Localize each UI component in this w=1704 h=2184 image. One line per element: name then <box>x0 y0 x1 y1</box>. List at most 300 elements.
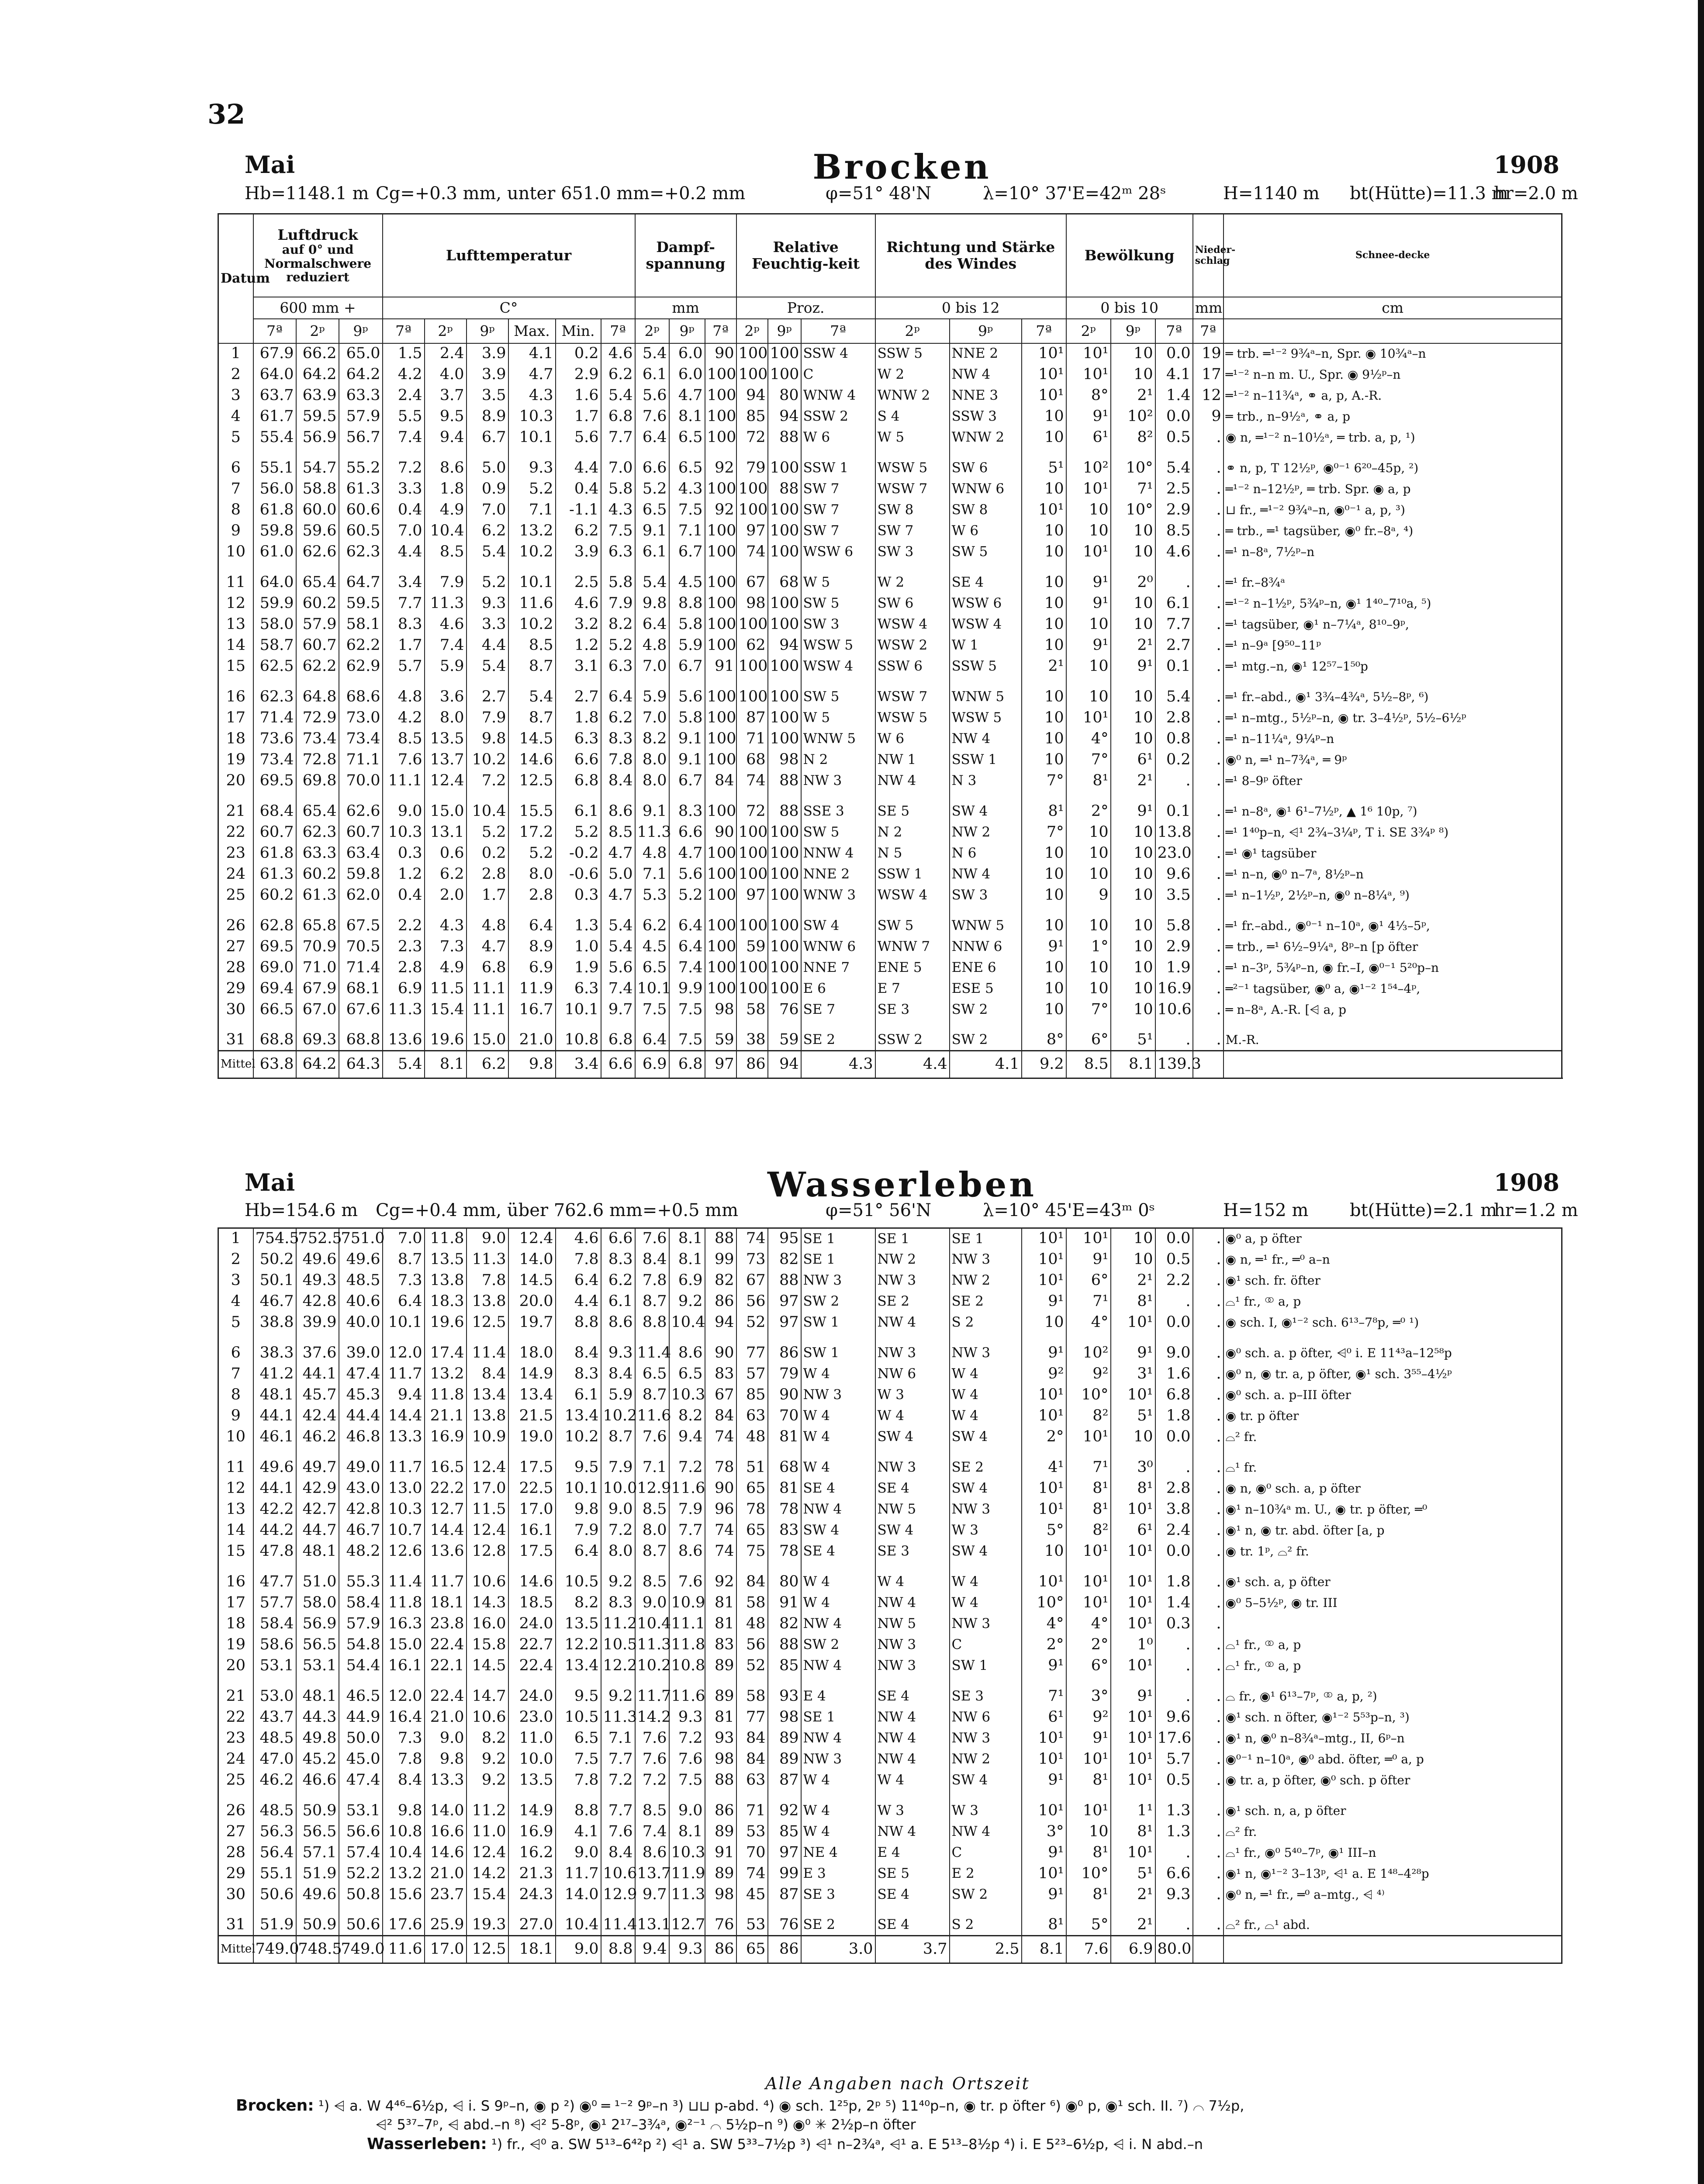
value-cell: 44.2 <box>253 1520 296 1541</box>
value-cell: 61.8 <box>253 500 296 521</box>
value-cell: WNW 6 <box>950 479 1022 500</box>
mean-cell: 8.1 <box>1111 1051 1155 1078</box>
table-row <box>218 864 1562 885</box>
table-row <box>218 999 1562 1020</box>
gap-cell <box>669 1791 705 1800</box>
value-cell: 5° <box>1066 1915 1111 1936</box>
value-cell: 100 <box>705 593 736 614</box>
gap-cell <box>736 1562 768 1572</box>
hour-label: 2ᵖ <box>736 319 768 343</box>
value-cell: 93 <box>768 1686 801 1707</box>
value-cell: 10 <box>1022 978 1066 999</box>
day-cell: 25 <box>218 1770 253 1791</box>
gap-cell <box>1022 677 1066 687</box>
gap-cell <box>508 448 556 458</box>
value-cell: 2° <box>1066 1635 1111 1655</box>
value-cell: 63.4 <box>339 843 383 864</box>
value-cell: 14.4 <box>425 1520 467 1541</box>
value-cell: 8¹ <box>1111 1478 1155 1499</box>
value-cell: 52.2 <box>339 1863 383 1884</box>
gap-cell <box>635 1676 669 1686</box>
hour-label: 9ᵖ <box>339 319 383 343</box>
value-cell: 1° <box>1066 936 1111 957</box>
value-cell: 92 <box>705 1572 736 1593</box>
gap-cell <box>705 448 736 458</box>
luftdruck-title: Luftdruck <box>277 226 358 243</box>
gap-cell <box>1155 791 1193 801</box>
value-cell: 46.2 <box>253 1770 296 1791</box>
value-cell: 89 <box>768 1749 801 1770</box>
value-cell: SW 2 <box>950 1030 1022 1051</box>
day-cell: 26 <box>218 916 253 936</box>
value-cell: 10¹ <box>1066 1800 1111 1821</box>
value-cell: 41.2 <box>253 1364 296 1385</box>
gap-cell <box>339 906 383 916</box>
value-cell: 9¹ <box>1066 635 1111 656</box>
value-cell: 4.8 <box>467 916 508 936</box>
gap-cell <box>1022 1448 1066 1457</box>
value-cell: 10.2 <box>601 1406 635 1427</box>
gap-cell <box>253 448 296 458</box>
gap-cell <box>508 1448 556 1457</box>
mean-remark-blank <box>1224 1051 1562 1078</box>
value-cell: 16.9 <box>508 1821 556 1842</box>
gap-cell <box>736 1905 768 1915</box>
value-cell: 9.8 <box>383 1800 425 1821</box>
value-cell: 62.9 <box>339 656 383 677</box>
hour-label: 2ᵖ <box>1066 319 1111 343</box>
gap-cell <box>1022 563 1066 572</box>
value-cell: 7° <box>1022 822 1066 843</box>
value-cell: 0.0 <box>1155 1541 1193 1562</box>
value-cell: SW 4 <box>801 1520 875 1541</box>
value-cell: 8¹ <box>1066 1842 1111 1863</box>
value-cell: 1.8 <box>1155 1406 1193 1427</box>
gap-cell <box>1066 906 1111 916</box>
value-cell: 4.5 <box>669 572 705 593</box>
value-cell: -1.1 <box>556 500 601 521</box>
gap-cell <box>339 563 383 572</box>
remark-cell: ◉⁰ n, ═¹ fr., ═⁰ a–mtg., ⩤ ⁴⁾ <box>1224 1884 1562 1905</box>
table-row <box>218 1478 1562 1499</box>
value-cell: 100 <box>736 479 768 500</box>
value-cell: 48.5 <box>253 1728 296 1749</box>
gap-cell <box>601 1791 635 1800</box>
footer-wasserleben-notes: ¹) fr., ⩤⁰ a. SW 5¹³–6⁴²p ²) ⩤¹ a. SW 5³³–7½p ³) ⩤¹ n–2¾ᵃ, ⩤¹ a. E 5¹³–8½p ⁴) i. E 5²³–6½p, ⩤ i. N abd.–n <box>491 2136 1203 2153</box>
value-cell: 6.6 <box>635 458 669 479</box>
mean-cell: 3.7 <box>875 1936 950 1963</box>
value-cell: 17.6 <box>1155 1728 1193 1749</box>
value-cell: 6.2 <box>601 708 635 729</box>
value-cell: 6.1 <box>556 801 601 822</box>
day-cell: 17 <box>218 1593 253 1614</box>
gap-cell <box>801 791 875 801</box>
value-cell: 9.8 <box>635 593 669 614</box>
value-cell: 56 <box>736 1291 768 1312</box>
value-cell: . <box>1193 1572 1224 1593</box>
value-cell: 17.5 <box>508 1457 556 1478</box>
value-cell: 8.4 <box>601 771 635 791</box>
value-cell: 12.7 <box>425 1499 467 1520</box>
gap-cell <box>768 448 801 458</box>
value-cell: 10¹ <box>1022 1270 1066 1291</box>
value-cell: 2° <box>1022 1635 1066 1655</box>
value-cell: 56.3 <box>253 1821 296 1842</box>
value-cell: . <box>1155 771 1193 791</box>
value-cell: . <box>1193 1427 1224 1448</box>
value-cell: 4° <box>1066 1614 1111 1635</box>
value-cell: 5.9 <box>425 656 467 677</box>
gap-cell <box>508 1020 556 1030</box>
value-cell: 81 <box>705 1593 736 1614</box>
value-cell: 3.5 <box>467 385 508 406</box>
remark-cell: ◉⁰ n, ◉ tr. a, p öfter, ◉¹ sch. 3⁵⁵–4½ᵖ <box>1224 1364 1562 1385</box>
value-cell: 59 <box>736 936 768 957</box>
value-cell: SW 7 <box>801 521 875 542</box>
value-cell: 10¹ <box>1111 1770 1155 1791</box>
value-cell: 5.4 <box>1155 687 1193 708</box>
value-cell: 9.3 <box>669 1707 705 1728</box>
value-cell: 59 <box>768 1030 801 1051</box>
remark-cell: ◉¹ sch. a, p öfter <box>1224 1572 1562 1593</box>
value-cell: 6.7 <box>669 542 705 563</box>
brocken-table <box>218 213 1562 1079</box>
value-cell: 8.1 <box>669 1249 705 1270</box>
table-row <box>218 1270 1562 1291</box>
table-row <box>218 1728 1562 1749</box>
value-cell: 69.8 <box>296 771 339 791</box>
value-cell: 9.3 <box>1155 1884 1193 1905</box>
value-cell: 16.4 <box>383 1707 425 1728</box>
value-cell: 8.7 <box>635 1385 669 1406</box>
value-cell: 5¹ <box>1111 1863 1155 1884</box>
value-cell: 6.4 <box>669 936 705 957</box>
value-cell: 50.2 <box>253 1249 296 1270</box>
hour-label: Max. <box>508 319 556 343</box>
value-cell: NW 4 <box>801 1614 875 1635</box>
value-cell: 56.7 <box>339 427 383 448</box>
value-cell: 5.2 <box>508 479 556 500</box>
table-row <box>218 885 1562 906</box>
gap-cell <box>1066 448 1111 458</box>
value-cell: . <box>1155 1635 1193 1655</box>
value-cell: 64.7 <box>339 572 383 593</box>
value-cell: 15.0 <box>383 1635 425 1655</box>
day-cell: 9 <box>218 521 253 542</box>
value-cell: 10 <box>1066 822 1111 843</box>
mean-cell: 12.5 <box>467 1936 508 1963</box>
value-cell: 10¹ <box>1066 542 1111 563</box>
value-cell: 10¹ <box>1022 1800 1066 1821</box>
value-cell: 89 <box>705 1655 736 1676</box>
gap-cell <box>950 906 1022 916</box>
value-cell: 6.2 <box>467 521 508 542</box>
remark-cell: ⌓¹ fr., ◉⁰ 5⁴⁰–7ᵖ, ◉¹ III–n <box>1224 1842 1562 1863</box>
value-cell: 17.6 <box>383 1915 425 1936</box>
value-cell: 16.7 <box>508 999 556 1020</box>
value-cell: 68 <box>768 1457 801 1478</box>
value-cell: 6¹ <box>1066 427 1111 448</box>
value-cell: W 4 <box>801 1593 875 1614</box>
mean-cell: 749.0 <box>339 1936 383 1963</box>
value-cell: 21.3 <box>508 1863 556 1884</box>
value-cell: WNW 6 <box>801 936 875 957</box>
gap-cell <box>253 677 296 687</box>
value-cell: 54.4 <box>339 1655 383 1676</box>
value-cell: 8¹ <box>1111 1821 1155 1842</box>
col-schneedecke: Schnee-decke <box>1224 214 1562 297</box>
gap-cell <box>635 1020 669 1030</box>
value-cell: 9.4 <box>669 1427 705 1448</box>
value-cell: 8.7 <box>635 1291 669 1312</box>
value-cell: 7.4 <box>635 1821 669 1842</box>
value-cell: 14.5 <box>467 1655 508 1676</box>
value-cell: 10 <box>1066 500 1111 521</box>
remark-cell: ◉¹ n, ◉ tr. abd. öfter [a, p <box>1224 1520 1562 1541</box>
value-cell: 14.9 <box>508 1800 556 1821</box>
gap-cell <box>669 677 705 687</box>
table-row <box>218 750 1562 771</box>
gap-cell <box>736 563 768 572</box>
value-cell: 0.6 <box>425 843 467 864</box>
value-cell: WSW 5 <box>801 635 875 656</box>
value-cell: 60.7 <box>339 822 383 843</box>
value-cell: 1.2 <box>556 635 601 656</box>
value-cell: 2.8 <box>1155 708 1193 729</box>
day-cell: 16 <box>218 687 253 708</box>
gap-cell <box>218 1333 253 1343</box>
gap-cell <box>1224 1676 1562 1686</box>
value-cell: 7.1 <box>601 1728 635 1749</box>
value-cell: 16.6 <box>425 1821 467 1842</box>
value-cell: 5.4 <box>635 572 669 593</box>
value-cell: 2° <box>1022 1427 1066 1448</box>
value-cell: 2.8 <box>508 885 556 906</box>
table-row <box>218 729 1562 750</box>
row-gap <box>218 1333 1562 1343</box>
value-cell: NW 2 <box>875 1249 950 1270</box>
value-cell: 57.9 <box>339 1614 383 1635</box>
value-cell: 6.2 <box>425 864 467 885</box>
value-cell: 6.8 <box>601 406 635 427</box>
value-cell: 60.0 <box>296 500 339 521</box>
value-cell: 7.6 <box>601 1821 635 1842</box>
value-cell: 84 <box>736 1728 768 1749</box>
value-cell: 62.6 <box>339 801 383 822</box>
value-cell: 44.3 <box>296 1707 339 1728</box>
value-cell: 10 <box>1022 406 1066 427</box>
gap-cell <box>1155 906 1193 916</box>
value-cell: 61.7 <box>253 406 296 427</box>
value-cell: 67.0 <box>296 999 339 1020</box>
value-cell: 23.8 <box>425 1614 467 1635</box>
value-cell: 74 <box>736 771 768 791</box>
value-cell: 10¹ <box>1022 1249 1066 1270</box>
value-cell: 15.4 <box>425 999 467 1020</box>
value-cell: 10² <box>1066 458 1111 479</box>
value-cell: 3⁰ <box>1111 1457 1155 1478</box>
value-cell: 7.4 <box>601 978 635 999</box>
value-cell: 17.4 <box>425 1343 467 1364</box>
value-cell: 8.3 <box>601 1593 635 1614</box>
value-cell: 5.3 <box>635 885 669 906</box>
remark-cell: ═¹⁻² n–1½ᵖ, 5¾ᵖ–n, ◉¹ 1⁴⁰–7¹⁰a, ⁵) <box>1224 593 1562 614</box>
value-cell: 9.2 <box>601 1572 635 1593</box>
value-cell: 4° <box>1066 729 1111 750</box>
value-cell: 12.0 <box>383 1686 425 1707</box>
value-cell: 9¹ <box>1066 1249 1111 1270</box>
value-cell: 56.4 <box>253 1842 296 1863</box>
value-cell: 44.1 <box>253 1478 296 1499</box>
value-cell: 8¹ <box>1066 1884 1111 1905</box>
value-cell: 57.4 <box>339 1842 383 1863</box>
value-cell: 4.6 <box>425 614 467 635</box>
value-cell: 10 <box>1066 1821 1111 1842</box>
gap-cell <box>669 563 705 572</box>
value-cell: SW 4 <box>875 1427 950 1448</box>
value-cell: SW 4 <box>950 1427 1022 1448</box>
value-cell: 8° <box>1022 1030 1066 1051</box>
mean-cell: 8.1 <box>1022 1936 1066 1963</box>
value-cell: 59.5 <box>339 593 383 614</box>
value-cell: 8.5 <box>601 822 635 843</box>
value-cell: 13.5 <box>508 1770 556 1791</box>
value-cell: 10 <box>1022 614 1066 635</box>
gap-cell <box>425 906 467 916</box>
day-cell: 12 <box>218 593 253 614</box>
value-cell: 9.3 <box>601 1343 635 1364</box>
day-cell: 14 <box>218 1520 253 1541</box>
row-gap <box>218 563 1562 572</box>
value-cell: 10.0 <box>601 1478 635 1499</box>
value-cell: 11.4 <box>383 1572 425 1593</box>
gap-cell <box>801 1676 875 1686</box>
gap-cell <box>218 1791 253 1800</box>
value-cell: 10¹ <box>1022 1749 1066 1770</box>
value-cell: 84 <box>736 1749 768 1770</box>
value-cell: 38 <box>736 1030 768 1051</box>
gap-cell <box>508 1791 556 1800</box>
value-cell: . <box>1193 1614 1224 1635</box>
wasserleben-station: Wasserleben <box>767 1165 1037 1205</box>
value-cell: 100 <box>705 957 736 978</box>
table-row <box>218 656 1562 677</box>
value-cell: 5.4 <box>467 542 508 563</box>
value-cell: 44.7 <box>296 1520 339 1541</box>
value-cell: 3.8 <box>1155 1499 1193 1520</box>
value-cell: 21.1 <box>425 1406 467 1427</box>
footer-brocken-notes-1: ¹) ⩤ a. W 4⁴⁶–6½p, ⩤ i. S 9ᵖ–n, ◉ p ²) ◉⁰ ═ ¹⁻² 9ᵖ–n ³) ⊔⊔ p-abd. ⁴) ◉ sch. 1²⁵p, 2ᵖ ⁵) 11⁴⁰p–n, ◉ tr. p öfter ⁶) ◉⁰ p, ◉¹ sch. II. ⁷) ⌒ 7½p, <box>318 2098 1244 2114</box>
value-cell: 8.5 <box>508 635 556 656</box>
value-cell: SSW 4 <box>801 343 875 364</box>
value-cell: 7.8 <box>467 1270 508 1291</box>
gap-cell <box>508 906 556 916</box>
value-cell: 9¹ <box>1022 1655 1066 1676</box>
gap-cell <box>1022 1791 1066 1800</box>
value-cell: W 3 <box>950 1520 1022 1541</box>
value-cell: 19 <box>1193 343 1224 364</box>
value-cell: 5.9 <box>635 687 669 708</box>
value-cell: 9¹ <box>1022 1842 1066 1863</box>
gap-cell <box>218 1905 253 1915</box>
mean-cell: 2.5 <box>950 1936 1022 1963</box>
value-cell: 9.0 <box>383 801 425 822</box>
gap-cell <box>705 791 736 801</box>
value-cell: 56.5 <box>296 1635 339 1655</box>
value-cell: 71.0 <box>296 957 339 978</box>
value-cell: W 4 <box>801 1427 875 1448</box>
value-cell: 46.7 <box>339 1520 383 1541</box>
gap-cell <box>669 448 705 458</box>
value-cell: 7.2 <box>635 1770 669 1791</box>
gap-cell <box>253 1562 296 1572</box>
value-cell: 52 <box>736 1312 768 1333</box>
value-cell: 100 <box>736 500 768 521</box>
gap-cell <box>339 791 383 801</box>
gap-cell <box>508 1676 556 1686</box>
value-cell: 47.7 <box>253 1572 296 1593</box>
day-cell: 6 <box>218 458 253 479</box>
gap-cell <box>1224 791 1562 801</box>
value-cell: 10 <box>1066 843 1111 864</box>
value-cell: 68.6 <box>339 687 383 708</box>
gap-cell <box>467 1333 508 1343</box>
gap-cell <box>875 1020 950 1030</box>
value-cell: 7° <box>1022 771 1066 791</box>
value-cell: 42.4 <box>296 1406 339 1427</box>
value-cell: . <box>1193 708 1224 729</box>
gap-cell <box>601 791 635 801</box>
value-cell: 4° <box>1022 1614 1066 1635</box>
table-row <box>218 542 1562 563</box>
gap-cell <box>425 1333 467 1343</box>
value-cell: 0.0 <box>1155 1427 1193 1448</box>
value-cell: 63.9 <box>296 385 339 406</box>
gap-cell <box>556 1905 601 1915</box>
value-cell: 22.4 <box>425 1686 467 1707</box>
value-cell: 63.3 <box>339 385 383 406</box>
value-cell: 68 <box>736 750 768 771</box>
value-cell: 12.8 <box>467 1541 508 1562</box>
table-row <box>218 1593 1562 1614</box>
value-cell: C <box>801 364 875 385</box>
value-cell: WSW 7 <box>875 687 950 708</box>
value-cell: 8.1 <box>669 406 705 427</box>
row-gap <box>218 448 1562 458</box>
value-cell: SW 4 <box>801 916 875 936</box>
value-cell: 2.4 <box>425 343 467 364</box>
value-cell: 10.5 <box>556 1707 601 1728</box>
value-cell: W 4 <box>801 1572 875 1593</box>
value-cell: 17.0 <box>467 1478 508 1499</box>
gap-cell <box>1155 1676 1193 1686</box>
value-cell: 6.1 <box>635 542 669 563</box>
value-cell: 10.5 <box>601 1635 635 1655</box>
value-cell: N 6 <box>950 843 1022 864</box>
value-cell: 12.5 <box>467 1312 508 1333</box>
value-cell: 66.5 <box>253 999 296 1020</box>
value-cell: 51 <box>736 1457 768 1478</box>
wasserleben-meta-lambda: λ=10° 45'E=43ᵐ 0ˢ <box>983 1200 1155 1220</box>
value-cell: NNE 2 <box>801 864 875 885</box>
gap-cell <box>467 1562 508 1572</box>
value-cell: 73 <box>736 1249 768 1270</box>
gap-cell <box>705 1448 736 1457</box>
value-cell: 100 <box>768 916 801 936</box>
value-cell: 17 <box>1193 364 1224 385</box>
value-cell: 82 <box>768 1249 801 1270</box>
gap-cell <box>467 1448 508 1457</box>
